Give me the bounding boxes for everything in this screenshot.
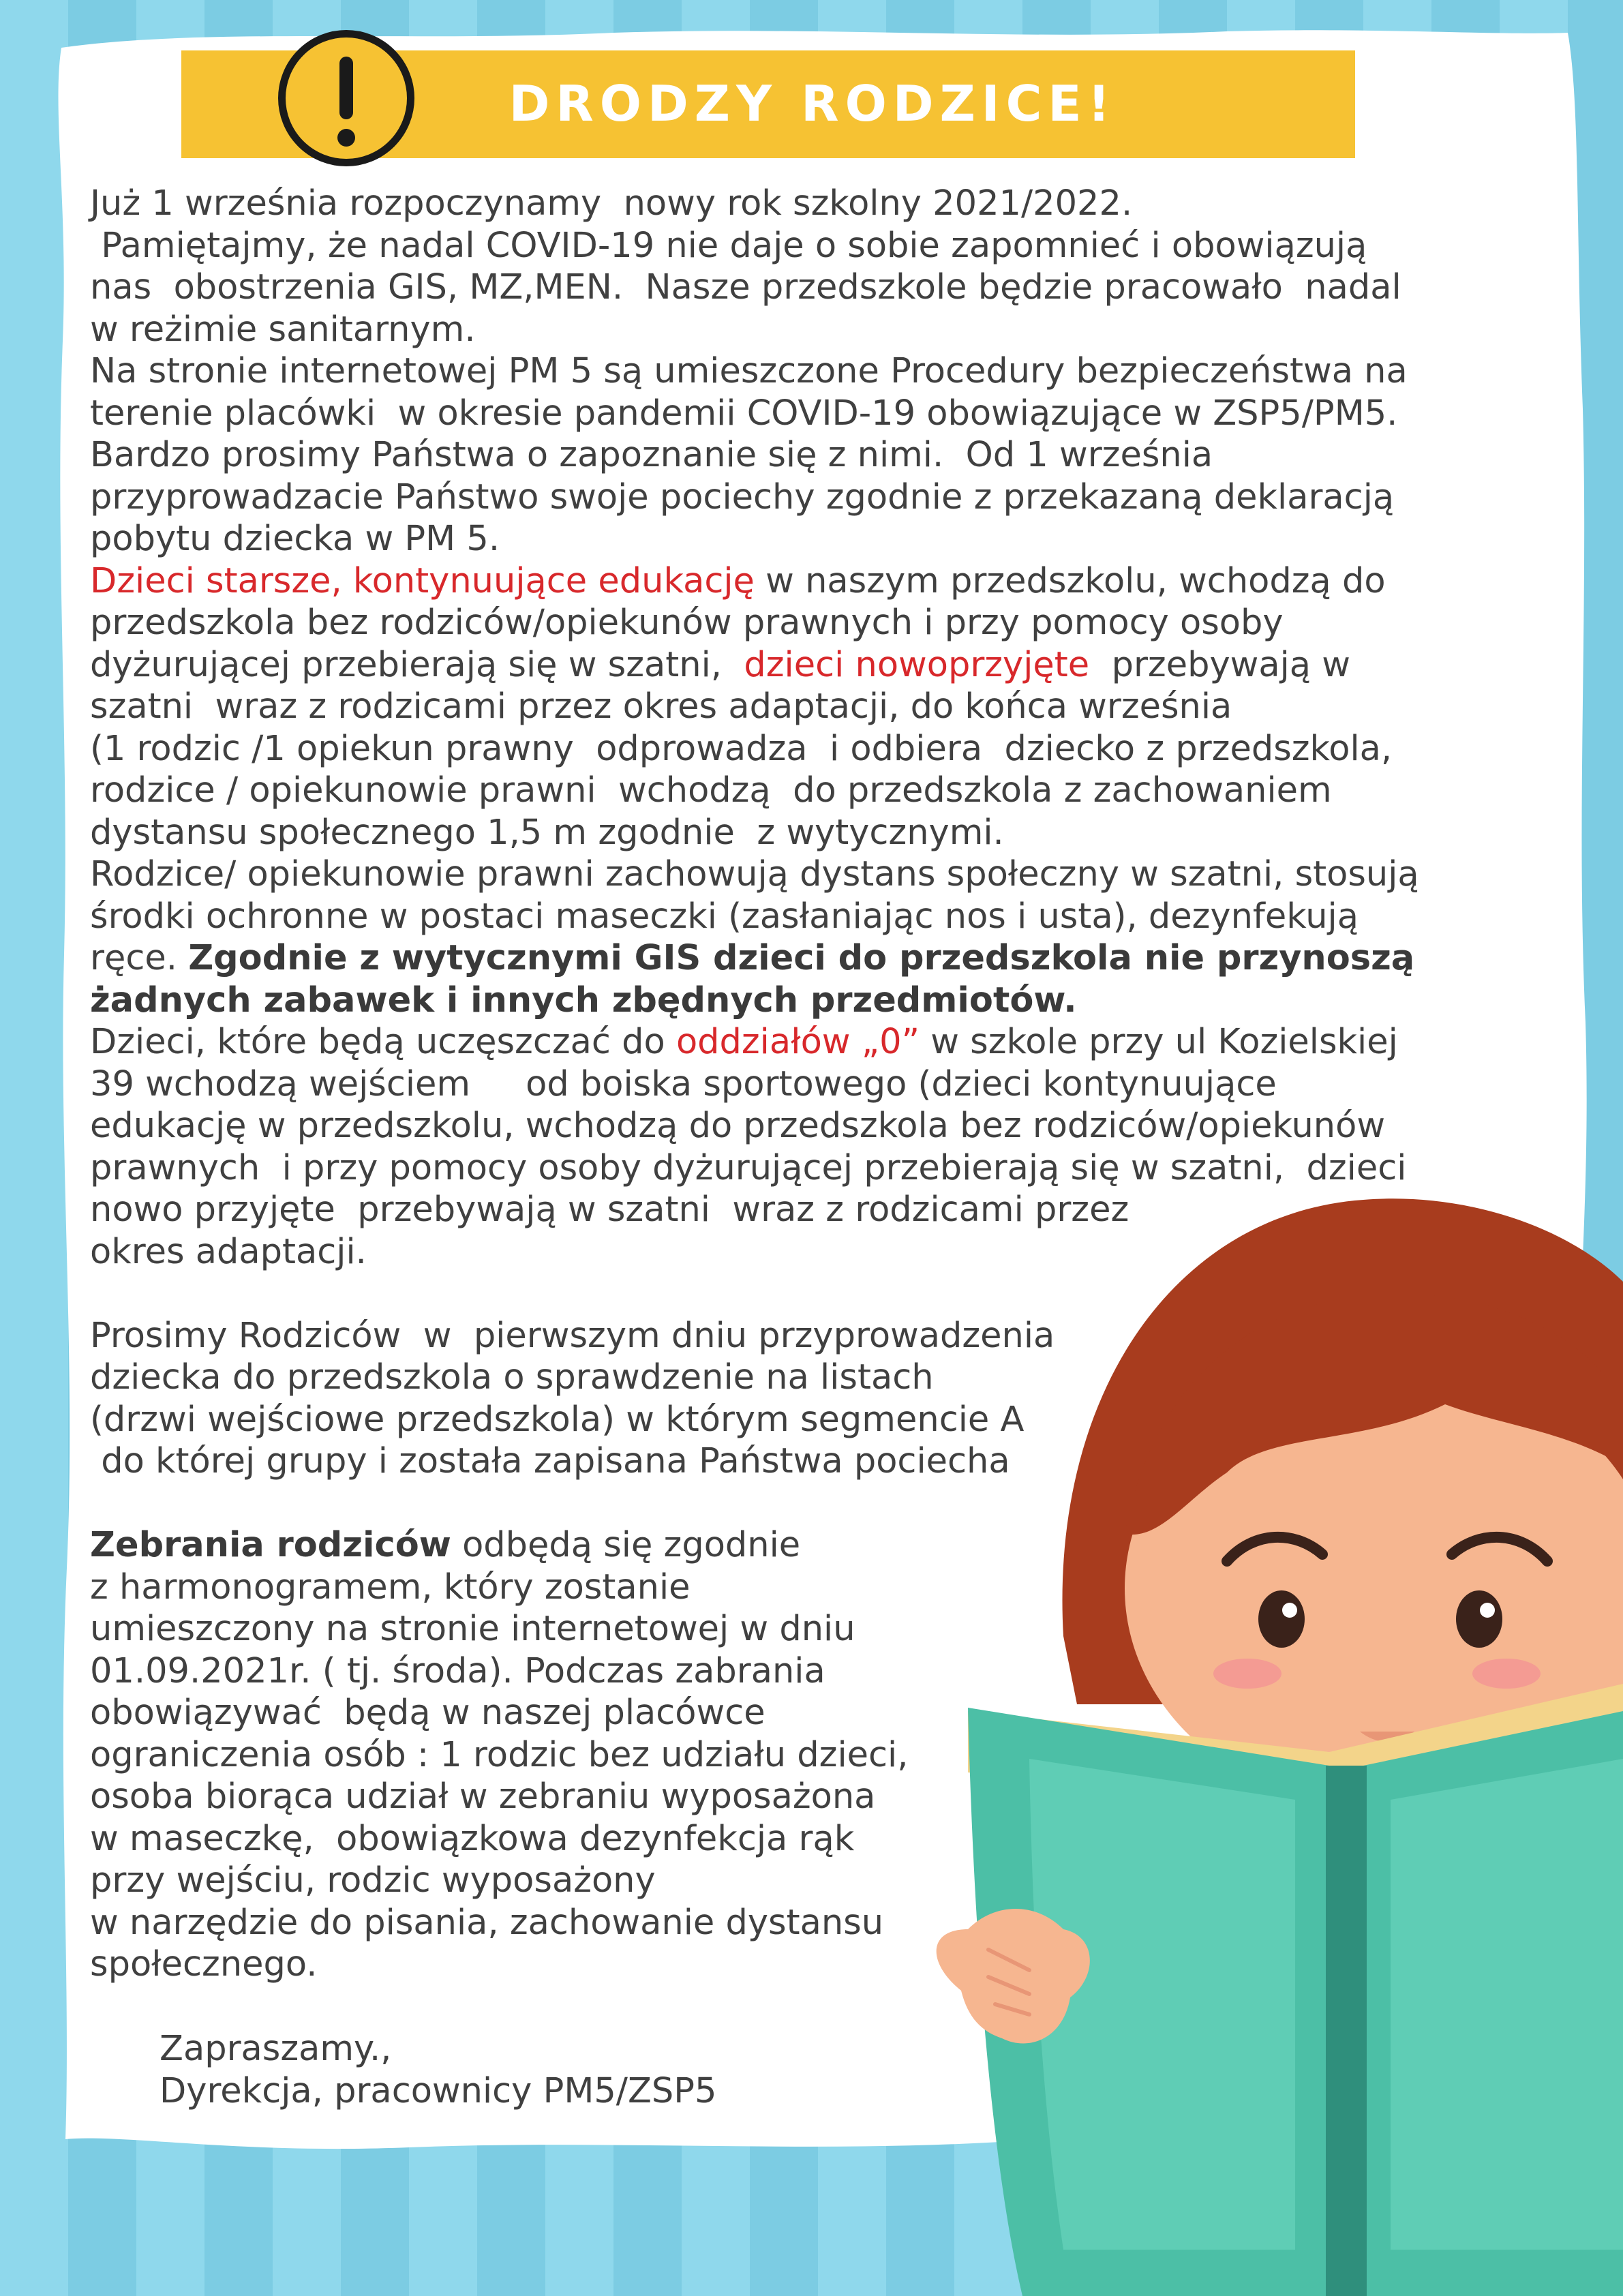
text-segment: szatni wraz z rodzicami przez okres adaptacji, do końca września (90, 686, 1232, 727)
text-segment: prawnych i przy pomocy osoby dyżurującej przebierają się w szatni, dzieci (90, 1147, 1407, 1188)
text-segment: społecznego. (90, 1944, 318, 1984)
text-segment: okres adaptacji. (90, 1231, 367, 1272)
text-segment: w naszym przedszkolu, wchodzą do (754, 560, 1386, 601)
text-segment: Już 1 września rozpoczynamy nowy rok szkolny 2021/2022. (90, 183, 1133, 224)
text-segment: do której grupy i została zapisana Państwa pociecha (90, 1441, 1010, 1481)
text-segment: Na stronie internetowej PM 5 są umieszczone Procedury bezpieczeństwa na (90, 351, 1408, 391)
text-segment: ograniczenia osób : 1 rodzic bez udziału dzieci, (90, 1734, 909, 1775)
text-segment: obowiązywać będą w naszej placówce (90, 1693, 765, 1733)
text-segment: dyżurującej przebierają się w szatni, (90, 644, 744, 685)
text-segment: dystansu społecznego 1,5 m zgodnie z wytycznymi. (90, 812, 1004, 853)
text-segment: Dzieci, które będą uczęszczać do (90, 1022, 676, 1062)
text-segment: przyprowadzacie Państwo swoje pociechy zgodnie z przekazaną deklaracją (90, 477, 1395, 517)
text-segment: nowo przyjęte przebywają w szatni wraz z rodzicami przez (90, 1190, 1129, 1230)
text-segment: w szkole przy ul Kozielskiej (920, 1022, 1398, 1062)
text-segment: odbędą się zgodnie (451, 1525, 801, 1565)
closing-greeting: Zapraszamy., (160, 2029, 392, 2069)
text-segment: 39 wchodzą wejściem od boiska sportowego (dzieci kontynuujące (90, 1063, 1277, 1104)
text-segment: Pamiętajmy, że nadal COVID-19 nie daje o sobie zapomnieć i obowiązują (90, 225, 1367, 266)
bold-text: żadnych zabawek i innych zbędnych przedmiotów. (90, 980, 1077, 1021)
highlighted-text: oddziałów „0” (676, 1022, 920, 1062)
text-segment: pobytu dziecka w PM 5. (90, 519, 500, 559)
text-segment: nas obostrzenia GIS, MZ,MEN. Nasze przedszkole będzie pracowało nadal (90, 267, 1401, 307)
bold-text: Zebrania rodziców (90, 1525, 451, 1565)
text-segment: dziecka do przedszkola o sprawdzenie na listach (90, 1357, 934, 1398)
text-segment: (1 rodzic /1 opiekun prawny odprowadza i odbiera dziecko z przedszkola, (90, 728, 1393, 769)
text-segment: 01.09.2021r. ( tj. środa). Podczas zabrania (90, 1650, 825, 1691)
text-segment: rodzice / opiekunowie prawni wchodzą do przedszkola z zachowaniem (90, 770, 1332, 811)
closing-signers: Dyrekcja, pracownicy PM5/ZSP5 (160, 2070, 717, 2111)
text-segment: przebywają w (1089, 644, 1350, 685)
text-segment: umieszczony na stronie internetowej w dniu (90, 1609, 855, 1649)
text-segment: przedszkola bez rodziców/opiekunów prawnych i przy pomocy osoby (90, 603, 1284, 643)
text-segment: przy wejściu, rodzic wyposażony (90, 1860, 656, 1901)
banner-title: DRODZY RODZICE! (509, 75, 1117, 132)
text-segment: środki ochronne w postaci maseczki (zasłaniając nos i usta), dezynfekują (90, 896, 1359, 937)
text-segment: edukację w przedszkolu, wchodzą do przedszkola bez rodziców/opiekunów (90, 1106, 1386, 1146)
text-segment: (drzwi wejściowe przedszkola) w którym segmencie A (90, 1399, 1025, 1440)
bold-text: Zgodnie z wytycznymi GIS dzieci do przedszkola nie przynoszą (188, 938, 1415, 978)
text-segment: ręce. (90, 938, 189, 978)
text-segment: Bardzo prosimy Państwa o zapoznanie się z nimi. Od 1 września (90, 435, 1213, 475)
text-segment: Rodzice/ opiekunowie prawni zachowują dystans społeczny w szatni, stosują (90, 854, 1419, 894)
text-segment: w reżimie sanitarnym. (90, 309, 476, 350)
text-segment: terenie placówki w okresie pandemii COVID-19 obowiązujące w ZSP5/PM5. (90, 393, 1398, 434)
text-segment: osoba biorąca udział w zebraniu wyposażona (90, 1777, 876, 1817)
text-segment: w narzędzie do pisania, zachowanie dystansu (90, 1902, 884, 1943)
text-segment: z harmonogramem, który zostanie (90, 1567, 691, 1607)
highlighted-text: Dzieci starsze, kontynuujące edukację (90, 560, 755, 601)
text-segment: w maseczkę, obowiązkowa dezynfekcja rąk (90, 1818, 855, 1859)
highlighted-text: dzieci nowoprzyjęte (744, 644, 1090, 685)
text-segment: Prosimy Rodziców w pierwszym dniu przyprowadzenia (90, 1315, 1055, 1356)
